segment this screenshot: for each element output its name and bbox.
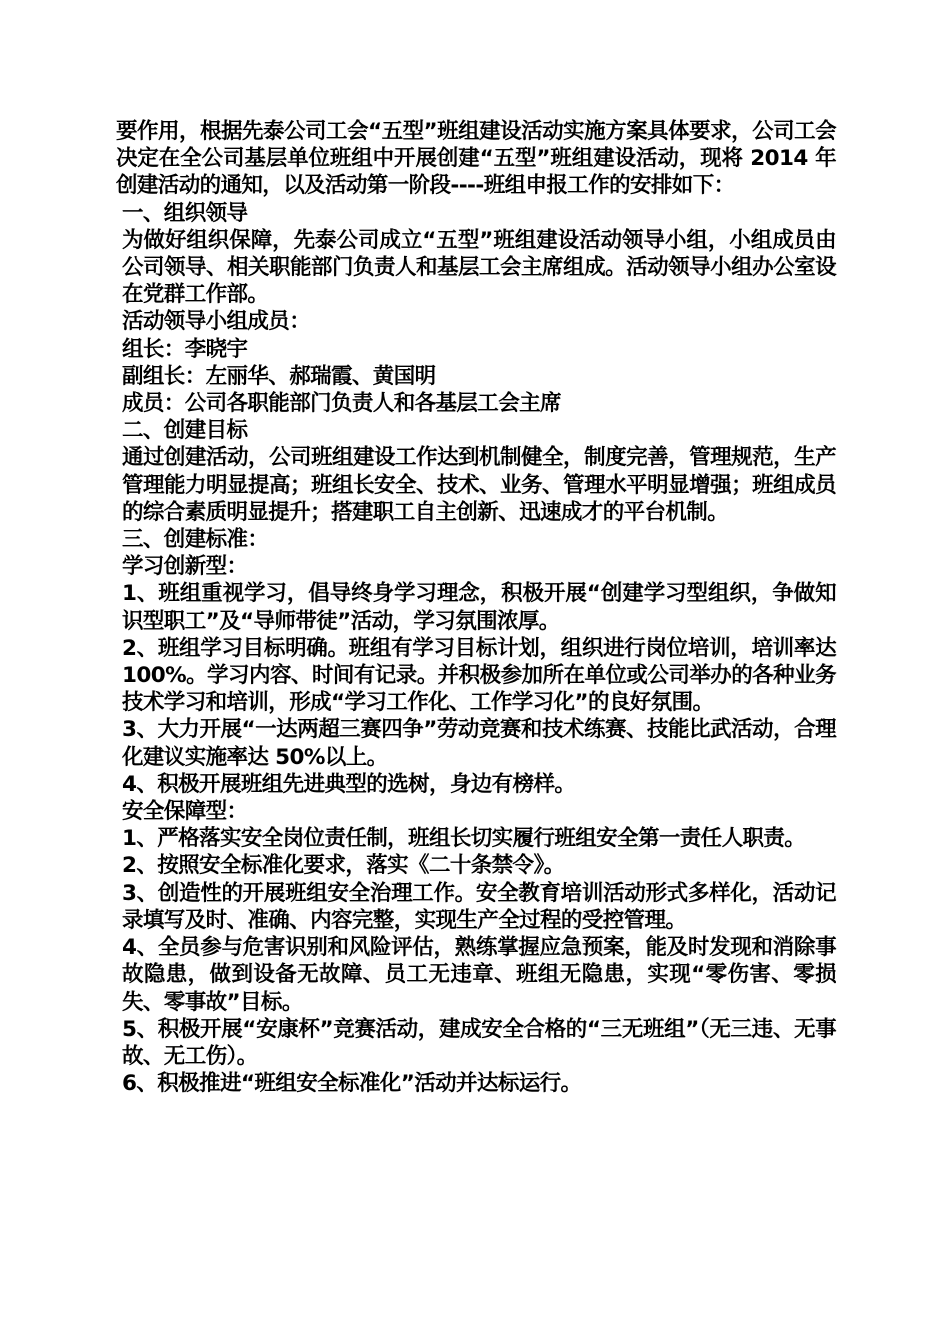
subheading-safety-assurance: 安全保障型：	[122, 799, 248, 825]
members-line: 成员：公司各职能部门负责人和各基层工会主席	[122, 391, 561, 417]
learning-item-3: 3、大力开展“一达两超三赛四争”劳动竞赛和技术练赛、技能比武活动，合理化建议实施率达 50%以上。	[122, 717, 836, 770]
safety-item-3: 3、创造性的开展班组安全治理工作。安全教育培训活动形式多样化，活动记录填写及时、准确、内容完整，实现生产全过程的受控管理。	[122, 880, 836, 933]
intro-paragraph: 要作用，根据先泰公司工会“五型”班组建设活动实施方案具体要求，公司工会决定在全公司基层单位班组中开展创建“五型”班组建设活动，现将 2014 年创建活动的通知，以及活动第一阶段----班组申报工作的安排如下：	[116, 119, 836, 199]
safety-item-5: 5、积极开展“安康杯”竞赛活动，建成安全合格的“三无班组”（无三违、无事故、无工伤）。	[122, 1016, 836, 1069]
safety-item-1: 1、严格落实安全岗位责任制，班组长切实履行班组安全第一责任人职责。	[122, 826, 806, 852]
safety-item-2: 2、按照安全标准化要求，落实《二十条禁令》。	[122, 853, 565, 879]
section-heading-standards: 三、创建标准：	[122, 527, 269, 553]
leadership-members-label: 活动领导小组成员：	[122, 309, 311, 335]
learning-item-2: 2、班组学习目标明确。班组有学习目标计划，组织进行岗位培训，培训率达 100%。学习内容、时间有记录。并积极参加所在单位或公司举办的各种业务技术学习和培训，形成“学习工作化、工作学习化”的良好氛围。	[122, 635, 836, 716]
section-heading-organization: 一、组织领导	[122, 200, 248, 226]
section-heading-goals: 二、创建目标	[122, 418, 248, 444]
document-body	[116, 118, 836, 1097]
safety-item-6: 6、积极推进“班组安全标准化”活动并达标运行。	[122, 1071, 582, 1097]
subheading-learning-innovation: 学习创新型：	[122, 554, 248, 580]
deputy-leaders-line: 副组长：左丽华、郝瑞霞、黄国明	[122, 363, 436, 389]
safety-item-4: 4、全员参与危害识别和风险评估，熟练掌握应急预案，能及时发现和消除事故隐患，做到设备无故障、员工无违章、班组无隐患，实现“零伤害、零损失、零事故”目标。	[122, 935, 836, 1015]
learning-item-1: 1、班组重视学习，倡导终身学习理念，积极开展“创建学习型组织，争做知识型职工”及“导师带徒”活动，学习氛围浓厚。	[122, 581, 836, 634]
goals-paragraph: 通过创建活动，公司班组建设工作达到机制健全，制度完善，管理规范，生产管理能力明显提高；班组长安全、技术、业务、管理水平明显增强；班组成员的综合素质明显提升；搭建职工自主创新、迅速成才的平台机制。	[122, 445, 836, 525]
learning-item-4: 4、积极开展班组先进典型的选树，身边有榜样。	[122, 771, 576, 797]
group-leader-line: 组长：李晓宇	[122, 336, 248, 362]
organization-paragraph: 为做好组织保障，先泰公司成立“五型”班组建设活动领导小组，小组成员由公司领导、相关职能部门负责人和基层工会主席组成。活动领导小组办公室设在党群工作部。	[122, 227, 836, 308]
